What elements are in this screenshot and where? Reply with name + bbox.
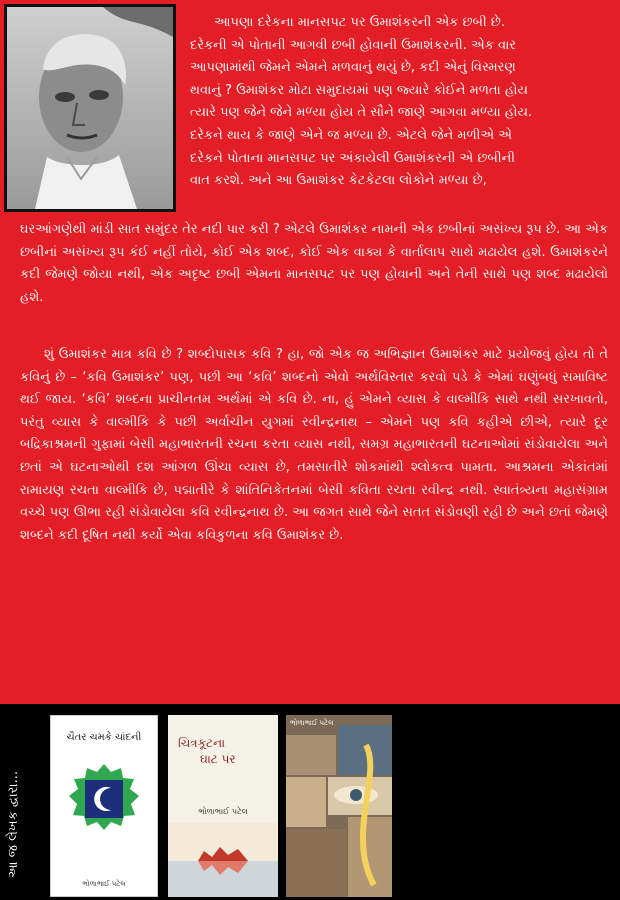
book-title-line: ચિત્રકૂટના [178, 736, 226, 750]
book-title: ચૈતર ચમકે ચાંદની [66, 732, 142, 743]
book-title [178, 735, 268, 767]
author-portrait-photo [4, 4, 176, 212]
second-paragraph: શું ઉમાશંકર માત્ર કવિ છે ? શબ્દોપાસક કવિ ? હા, જો એક જ અભિજ્ઞાન ઉમાશંકર માટે પ્રયોજવું હોય તો તે કવિનું છે – ‘કવિ ઉમાશંકર’ પણ, પછી આ ‘કવિ’ શબ્દનો એવો અર્થવિસ્તાર કરવો પડે કે એમાં ઘણુંબધું સમાવિષ્ટ થઈ જાય. ‘કવિ’ શબ્દના પ્રાચીનતમ અર્થમાં એ કવિ છે. ના, હું એમને વ્યાસ કે વાલ્મીકિ સાથે નથી સરખાવતો, પરંતુ વ્યાસ કે વાલ્મીકિ કે પછી અર્વાચીન યુગમાં રવીન્દ્રનાથ – એમને પણ કવિ કહીએ છીએ, ત્યારે દૂર બદ્રિકાશ્રમની ગુફામાં બેસી મહાભારતની રચના કરતા વ્યાસ નથી, સમગ્ર મહાભારતની ઘટનાઓમાં સંડોવાયેલા અને છતાં એ ઘટનાઓથી દશ આંગળ ઊંચા વ્યાસ છે, તમસાતીરે શોકમાંથી શ્લોકત્વ પામતા. આશ્રમના એકાંતમાં રામાયણ રચતા વાલ્મીકિ છે, પદ્માતીરે કે શાંતિનિકેતનમાં બેસી કવિતા રચતા રવીન્દ્ર નથી. સ્વાતંત્ર્યના મહાસંગ્રામ વચ્ચે પણ ઊભા રહી સંડોવાયેલા કવિ રવીન્દ્રનાથ છે. આ જગત સાથે જેને સતત સંડોવણી રહી છે અને છતાં જેમણે શબ્દને કદી દૂષિત નથી કર્યો એવા કવિકુળના કવિ ઉમાશંકર છે. [20, 347, 608, 543]
intro-paragraph-continued: ઘરઆંગણેથી માંડી સાત સમુંદર તેર નદી પાર કરી ? એટલે ઉમાશંકર નામની એક છબીનાં અસંખ્ય રૂપ છે. આ એક છબીનાં અસંખ્ય રૂપ કંઈ નહીં તોયે, કોઈ એક શબ્દ, કોઈ એક વાક્ય કે વાર્તાલાપ સાથે મઢાયેલ હશે. ઉમાશંકરને કદી જેમણે જોયા નથી, એક અદૃષ્ટ છબી એમના માનસપટ પર પણ હોવાની અને તેની સાથે પણ શબ્દ મઢાયેલો હશે. [20, 222, 608, 305]
moon-icon [69, 764, 139, 834]
intro-line: ત્યારે પણ જેને જેને મળ્યા હોય તે સૌને જાણે આગવા મળ્યા હોય. [190, 105, 533, 121]
book-author: ભોળાભાઈ પટેલ [82, 880, 126, 888]
intro-line: આપણામાંથી જેમને એમને મળવાનું થયું છે, કદી એનું વિસ્મરણ [190, 60, 516, 76]
book-cover-chaitar-chamke-chandni [50, 715, 158, 897]
intro-line: દરેકને થાય કે જાણે એને જ મળ્યા છે. એટલે જેને મળીએ એ [190, 127, 512, 143]
intro-line: આપણા દરેકના માનસપટ પર ઉમાશંકરની એક છબી છે. [214, 15, 505, 30]
eyes-collage-illustration [286, 715, 392, 897]
portrait-illustration [7, 7, 173, 209]
books-by-author-caption: આ જ લેખક દ્વારા... [6, 771, 21, 879]
book-cover-chitrakootna-ghat-par [168, 715, 278, 897]
sunset-lake-illustration [168, 823, 278, 897]
book-author: ભોળાભાઈ પટેલ [290, 719, 334, 727]
intro-line: થવાનું ? ઉમાશંકર મોટા સમુદાયમાં પણ જ્યારે કોઈને મળતા હોય [190, 82, 528, 98]
book-title-line: ઘાટ પર [200, 752, 236, 766]
intro-paragraph-top [190, 12, 608, 193]
intro-line: વાત કરશે. અને આ ઉમાશંકર કેટકેટલા લોકોને મળ્યા છે, [190, 173, 487, 189]
book-author: ભોળાભાઈ પટેલ [198, 807, 248, 816]
book-cover-eyes-collage [286, 715, 392, 897]
intro-line: દરેકને પોતાના માનસપટ પર અંકાયેલી ઉમાશંકરની એ છબીની [190, 150, 515, 166]
intro-line: દરેકની એ પોતાની આગવી છબી હોવાની ઉમાશંકરની. એક વાર [190, 37, 517, 53]
